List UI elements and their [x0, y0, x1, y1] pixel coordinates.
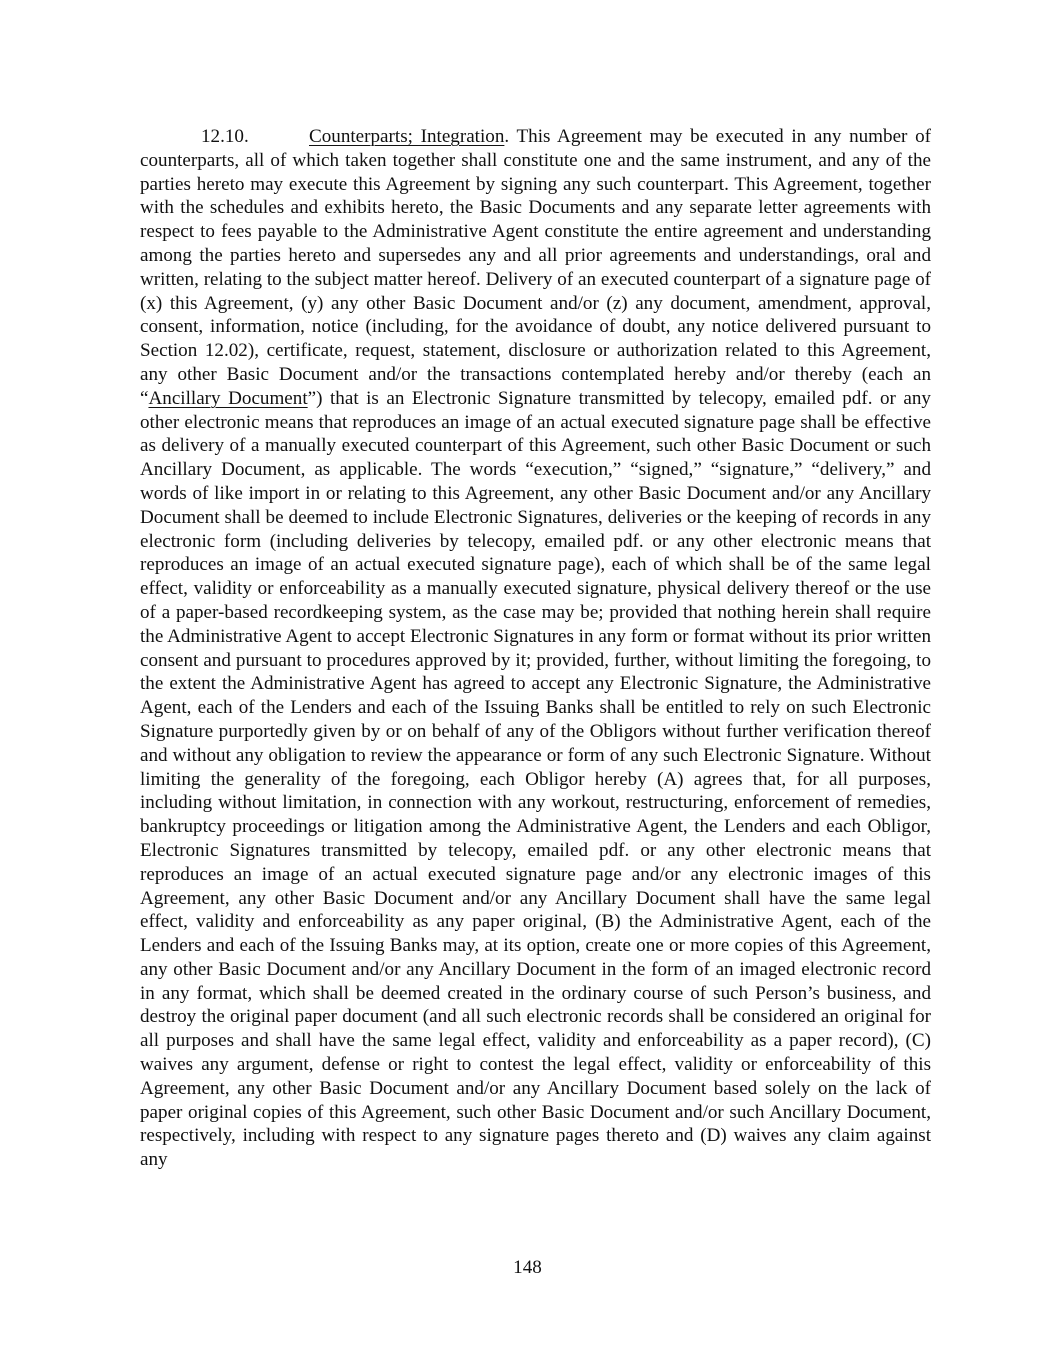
page-number: 148 — [513, 1257, 542, 1278]
section-12-10-paragraph — [140, 125, 931, 1172]
section-number: 12.10. — [201, 126, 249, 147]
defined-term-ancillary-document: Ancillary Document — [148, 387, 308, 409]
section-heading: Counterparts; Integration — [309, 126, 505, 147]
paragraph-text-part-1: . This Agreement may be executed in any number of counterparts, all of which taken together shall constitute one and the same instrument, and any of the parties hereto may execute this Agreement by signing any such counterpart. This Agreement, together with the schedules and exhibits hereto, the Basic Documents and any separate letter agreements with respect to fees payable to the Administrative Agent constitute the entire agreement and understanding among the parties hereto and supersedes any and all prior agreements and understandings, oral and written, relating to the subject matter hereof. Delivery of an executed counterpart of a signature page of (x) this Agreement, (y) any other Basic Document and/or (z) any document, amendment, approval, consent, information, notice (including, for the avoidance of doubt, any notice delivered pursuant to Section 12.02), certificate, request, statement, disclosure or authorization related to this Agreement, any other Basic Document and/or the transactions contemplated hereby and/or thereby (each an “ — [140, 126, 931, 409]
paragraph-text-part-2: ”) that is an Electronic Signature transmitted by telecopy, emailed pdf. or any other electronic means that reproduces an image of an actual executed signature page shall be effective as delivery of a manually executed counterpart of this Agreement, such other Basic Document or such Ancillary Document, as applicable. The words “execution,” “signed,” “signature,” “delivery,” and words of like import in or relating to this Agreement, any other Basic Document and/or any Ancillary Document shall be deemed to include Electronic Signatures, deliveries or the keeping of records in any electronic form (including deliveries by telecopy, emailed pdf. or any other electronic means that reproduces an image of an actual executed signature page), each of which shall be of the same legal effect, validity or enforceability as a manually executed signature, physical delivery thereof or the use of a paper-based recordkeeping system, as the case may be; provided that nothing herein shall require the Administrative Agent to accept Electronic Signatures in any form or format without its prior written consent and pursuant to procedures approved by it; provided, further, without limiting the foregoing, to the extent the Administrative Agent has agreed to accept any Electronic Signature, the Administrative Agent, each of the Lenders and each of the Issuing Banks shall be entitled to rely on such Electronic Signature purportedly given by or on behalf of any of the Obligors without further verification thereof and without any obligation to review the appearance or form of any such Electronic Signature. Without limiting the generality of the foregoing, each Obligor hereby (A) agrees that, for all purposes, including without limitation, in connection with any workout, restructuring, enforcement of remedies, bankruptcy proceedings or litigation among the Administrative Agent, the Lenders and each Obligor, Electronic Signatures transmitted by telecopy, emailed pdf. or any other electronic means that reproduces an image of an actual executed signature page and/or any electronic images of this Agreement, any other Basic Document and/or any Ancillary Document shall have the same legal effect, validity and enforceability as any paper original, (B) the Administrative Agent, each of the Lenders and each of the Issuing Banks may, at its option, create one or more copies of this Agreement, any other Basic Document and/or any Ancillary Document in the form of an imaged electronic record in any format, which shall be deemed created in the ordinary course of such Person’s business, and destroy the original paper document (and all such electronic records shall be considered an original for all purposes and shall have the same legal effect, validity and enforceability as a paper record), (C) waives any argument, defense or right to contest the legal effect, validity or enforceability of this Agreement, any other Basic Document and/or any Ancillary Document based solely on the lack of paper original copies of this Agreement, such other Basic Document and/or such Ancillary Document, respectively, including with respect to any signature pages thereto and (D) waives any claim against any — [140, 387, 931, 1171]
